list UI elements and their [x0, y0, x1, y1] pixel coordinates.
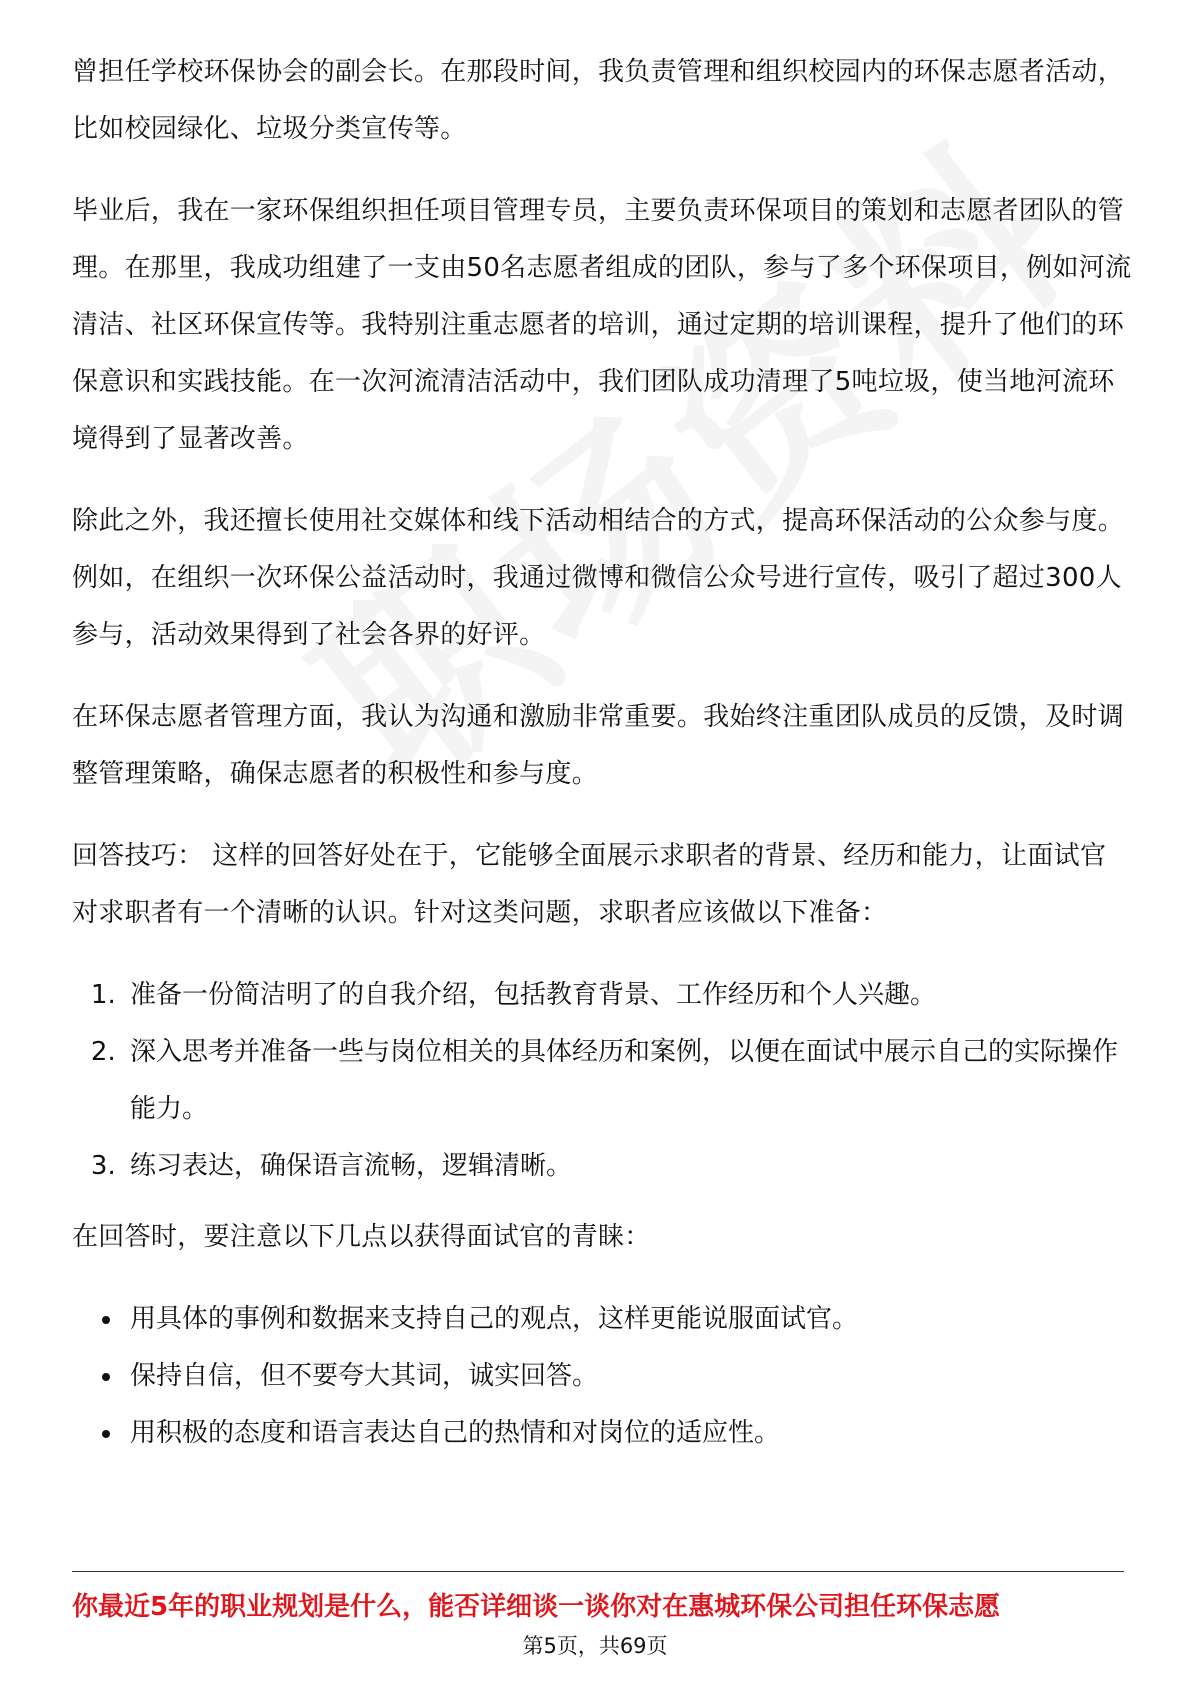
paragraph-1: 曾担任学校环保协会的副会长。在那段时间，我负责管理和组织校园内的环保志愿者活动，比如校园绿化、垃圾分类宣传等。: [72, 57, 1125, 144]
list-item: 3. 练习表达，确保语言流畅，逻辑清晰。: [124, 1138, 1132, 1195]
footer-divider: [72, 1571, 1124, 1572]
list-item: 1. 准备一份简洁明了的自我介绍，包括教育背景、工作经历和个人兴趣。: [124, 967, 1132, 1024]
preparation-list: [72, 967, 1132, 1195]
tips-bullet-list: [72, 1291, 1132, 1462]
paragraph-4: 在环保志愿者管理方面，我认为沟通和激励非常重要。我始终注重团队成员的反馈，及时调整管理策略，确保志愿者的积极性和参与度。: [72, 702, 1125, 789]
list-item: • 用积极的态度和语言表达自己的热情和对岗位的适应性。: [124, 1405, 1132, 1462]
list-item: • 保持自信，但不要夸大其词，诚实回答。: [124, 1348, 1132, 1405]
list-item: 2. 深入思考并准备一些与岗位相关的具体经历和案例，以便在面试中展示自己的实际操作能力。: [124, 1024, 1132, 1138]
footer-question: 你最近5年的职业规划是什么，能否详细谈一谈你对在惠城环保公司担任环保志愿: [72, 1592, 1001, 1622]
document-body: [72, 44, 1132, 1462]
answer-tips-paragraph: 回答技巧： 这样的回答好处在于，它能够全面展示求职者的背景、经历和能力，让面试官对求职者有一个清晰的认识。针对这类问题，求职者应该做以下准备：: [72, 841, 1107, 928]
paragraph-2: 毕业后，我在一家环保组织担任项目管理专员，主要负责环保项目的策划和志愿者团队的管理。在那里，我成功组建了一支由50名志愿者组成的团队，参与了多个环保项目，例如河流清洁、社区环保宣传等。我特别注重志愿者的培训，通过定期的培训课程，提升了他们的环保意识和实践技能。在一次河流清洁活动中，我们团队成功清理了5吨垃圾，使当地河流环境得到了显著改善。: [72, 196, 1132, 454]
list-item: • 用具体的事例和数据来支持自己的观点，这样更能说服面试官。: [124, 1291, 1132, 1348]
tips-intro: 在回答时，要注意以下几点以获得面试官的青睐：: [72, 1222, 651, 1252]
page-number: 第5页，共69页: [522, 1634, 668, 1658]
paragraph-3: 除此之外，我还擅长使用社交媒体和线下活动相结合的方式，提高环保活动的公众参与度。例如，在组织一次环保公益活动时，我通过微博和微信公众号进行宣传，吸引了超过300人参与，活动效果得到了社会各界的好评。: [72, 506, 1125, 650]
